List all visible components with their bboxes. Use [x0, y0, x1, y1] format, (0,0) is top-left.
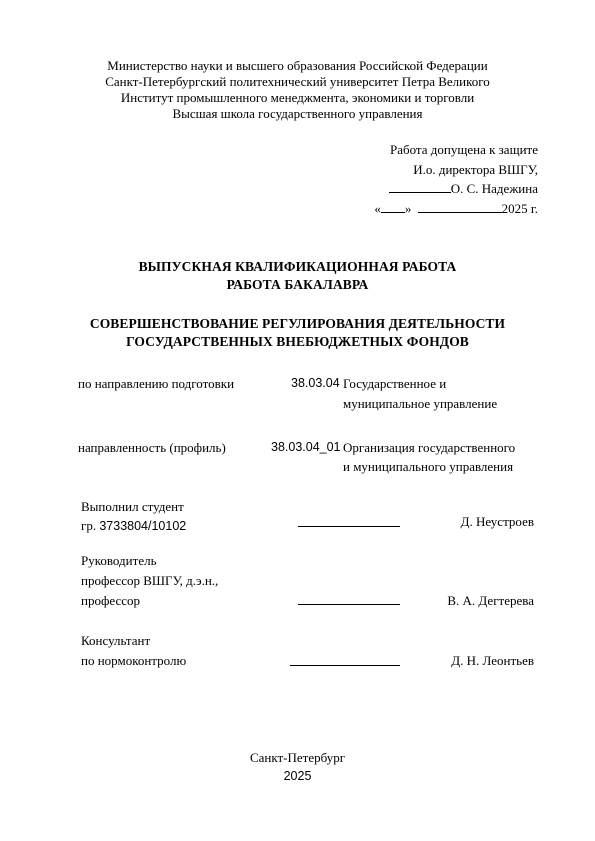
direction-label: по направлению подготовки	[78, 376, 235, 391]
university-line: Санкт-Петербургский политехнический университет Петра Великого	[105, 74, 490, 89]
direction-name-1: Государственное и	[343, 376, 447, 391]
institute-line: Институт промышленного менеджмента, экономики и торговли	[120, 90, 475, 105]
approval-year: 2025 г.	[501, 201, 538, 216]
work-type-subtitle: РАБОТА БАКАЛАВРА	[226, 277, 369, 292]
ministry-line: Министерство науки и высшего образования Российской Федерации	[107, 58, 488, 73]
approval-admitted: Работа допущена к защите	[389, 142, 538, 157]
supervisor-role-2: профессор ВШГУ, д.э.н.,	[81, 573, 219, 588]
signature-underline	[389, 180, 451, 193]
student-role: Выполнил студент	[81, 499, 184, 514]
quote-close: »	[404, 201, 412, 216]
group-prefix: гр.	[81, 518, 97, 533]
topic-line-2: ГОСУДАРСТВЕННЫХ ВНЕБЮДЖЕТНЫХ ФОНДОВ	[126, 334, 469, 349]
student-signature-line	[298, 512, 400, 527]
approval-signature-line	[389, 180, 538, 197]
direction-name-2: муниципальное управление	[343, 396, 498, 411]
supervisor-signature-line	[298, 590, 400, 605]
supervisor-role-3: профессор	[81, 593, 141, 608]
approval-date-line	[374, 200, 538, 217]
profile-label: направленность (профиль)	[78, 440, 226, 455]
student-group	[81, 517, 186, 535]
day-underline	[381, 200, 405, 213]
direction-code: 38.03.04	[291, 376, 340, 390]
school-line: Высшая школа государственного управления	[172, 106, 423, 121]
profile-code: 38.03.04_01	[271, 440, 341, 454]
supervisor-name: В. А. Дегтерева	[447, 593, 534, 608]
footer-year: 2025	[283, 769, 312, 783]
consultant-name: Д. Н. Леонтьев	[451, 653, 534, 668]
footer-city: Санкт-Петербург	[249, 750, 346, 765]
work-type-title: ВЫПУСКНАЯ КВАЛИФИКАЦИОННАЯ РАБОТА	[138, 259, 457, 274]
quote-open: «	[374, 201, 381, 216]
approval-director-name: О. С. Надежина	[450, 181, 538, 196]
profile-name-2: и муниципального управления	[343, 459, 514, 474]
consultant-role-2: по нормоконтролю	[81, 653, 187, 668]
group-number: 3733804/10102	[99, 519, 187, 533]
student-name: Д. Неустроев	[460, 514, 534, 529]
consultant-role-1: Консультант	[81, 633, 151, 648]
approval-director-title: И.о. директора ВШГУ,	[413, 162, 538, 177]
consultant-signature-line	[290, 651, 400, 666]
topic-line-1: СОВЕРШЕНСТВОВАНИЕ РЕГУЛИРОВАНИЯ ДЕЯТЕЛЬНОСТИ	[89, 316, 506, 331]
profile-name-1: Организация государственного	[343, 440, 516, 455]
supervisor-role-1: Руководитель	[81, 553, 157, 568]
month-underline	[418, 200, 502, 213]
